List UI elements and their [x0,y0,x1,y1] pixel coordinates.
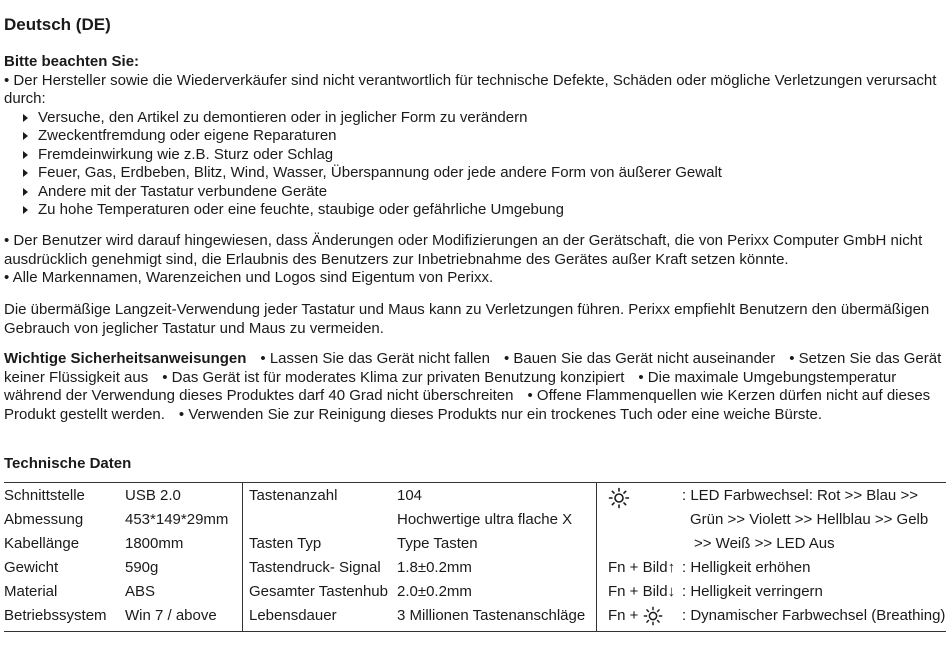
sun-icon [643,606,663,626]
spec-column-keys [243,483,597,631]
spec-value: Win 7 / above [125,607,217,624]
brands-paragraph: • Alle Markennamen, Warenzeichen und Logos sind Eigentum von Perixx. [4,269,494,286]
tech-title: Technische Daten [4,455,132,472]
breathing-key [608,604,663,628]
spec-table [4,482,946,632]
notice-list [4,109,946,220]
spec-key: Tastenanzahl [249,487,338,504]
brightness-down-desc: : Helligkeit verringern [682,583,823,600]
brightness-down-key [608,580,675,604]
spec-key: Kabellänge [4,535,80,552]
led-color-cycle-line1: : LED Farbwechsel: Rot >> Blau >> [682,487,918,504]
spec-value: ABS [125,583,156,600]
list-item: Versuche, den Artikel zu demontieren oder in jeglicher Form zu verändern [21,109,946,128]
safety-item: • Setzen Sie das Gerät keiner Flüssigkeit aus [4,350,942,386]
legal-section [4,232,946,288]
brightness-up-key [608,556,675,580]
list-item: Zu hohe Temperaturen oder eine feuchte, staubige oder gefährliche Umgebung [21,201,946,220]
list-item: Zweckentfremdung oder eigene Reparaturen [21,127,946,146]
spec-key: Gewicht [4,559,59,576]
arrow-up-icon: ↑ [667,559,676,576]
spec-value: 104 [397,487,423,504]
spec-column-general [4,483,243,631]
spec-value: 1800mm [125,535,184,552]
spec-key: Gesamter Tastenhub [249,583,388,600]
safety-item: • Bauen Sie das Gerät nicht auseinander [503,350,776,367]
safety-section [4,350,946,424]
spec-key: Material [4,583,58,600]
brightness-up-key-label: Fn + Bild [608,559,668,576]
changes-paragraph: • Der Benutzer wird darauf hingewiesen, dass Änderungen oder Modifizierungen an der Gerätschaft, die von Perixx Computer GmbH nicht ausdrücklich genehmigt sind, die Erlaubnis des Benutzers zur Inbetriebnahme des Gerätes außer Kraft setzen könnte. [4,232,923,268]
led-sun-icon [608,486,630,510]
language-heading: Deutsch (DE) [4,15,111,34]
brightness-down-key-label: Fn + Bild [608,583,668,600]
spec-key: Tastendruck- Signal [249,559,381,576]
spec-value: USB 2.0 [125,487,181,504]
spec-key: Lebensdauer [249,607,337,624]
arrow-down-icon: ↓ [667,583,676,600]
list-item: Andere mit der Tastatur verbundene Geräte [21,183,946,202]
safety-item: • Offene Flammenquellen wie Kerzen dürfen nicht auf dieses Produkt gestellt werden. [4,387,931,423]
spec-value: 1.8±0.2mm [397,559,472,576]
brightness-up-desc: : Helligkeit erhöhen [682,559,811,576]
spec-value: 590g [125,559,159,576]
safety-item: • Lassen Sie das Gerät nicht fallen [260,350,490,367]
spec-value: 3 Millionen Tastenanschläge [397,607,586,624]
safety-title: Wichtige Sicherheitsanweisungen [4,350,247,367]
spec-column-led [598,483,946,631]
safety-item: • Die maximale Umgebungstemperatur während der Verwendung dieses Produktes darf 40 Grad nicht überschreiten [4,368,897,404]
usage-paragraph: Die übermäßige Langzeit-Verwendung jeder Tastatur und Maus kann zu Verletzungen führen. Perixx empfiehlt Benutzern den übermäßigen Gebrauch von jeglicher Tastatur und Maus zu vermeiden. [4,301,930,337]
notice-title: Bitte beachten Sie: [4,53,140,70]
breathing-desc: : Dynamischer Farbwechsel (Breathing) [682,607,946,624]
spec-key: Abmessung [4,511,84,528]
spec-key: Schnittstelle [4,487,85,504]
notice-intro: • Der Hersteller sowie die Wiederverkäufer sind nicht verantwortlich für technische Defekte, Schäden oder mögliche Verletzungen verursacht durch: [4,71,937,107]
spec-value: Type Tasten [397,535,478,552]
spec-key: Tasten Typ [249,535,322,552]
notice-section [4,53,946,220]
list-item: Feuer, Gas, Erdbeben, Blitz, Wind, Wasser, Überspannung oder jede andere Form von äußerer Gewalt [21,164,946,183]
breathing-key-label: Fn + [608,607,639,624]
spec-key: Betriebssystem [4,607,107,624]
led-color-cycle-line2: Grün >> Violett >> Hellblau >> Gelb [690,511,929,528]
spec-value: Hochwertige ultra flache X [397,511,573,528]
list-item: Fremdeinwirkung wie z.B. Sturz oder Schlag [21,146,946,165]
safety-item: • Das Gerät ist für moderates Klima zur privaten Benutzung konzipiert [162,368,625,386]
spec-value: 453*149*29mm [125,511,229,528]
led-color-cycle-line3: >> Weiß >> LED Aus [694,535,835,552]
spec-value: 2.0±0.2mm [397,583,472,600]
safety-item: • Verwenden Sie zur Reinigung dieses Produkts nur ein trockenes Tuch oder eine weiche Bürste. [178,405,823,423]
